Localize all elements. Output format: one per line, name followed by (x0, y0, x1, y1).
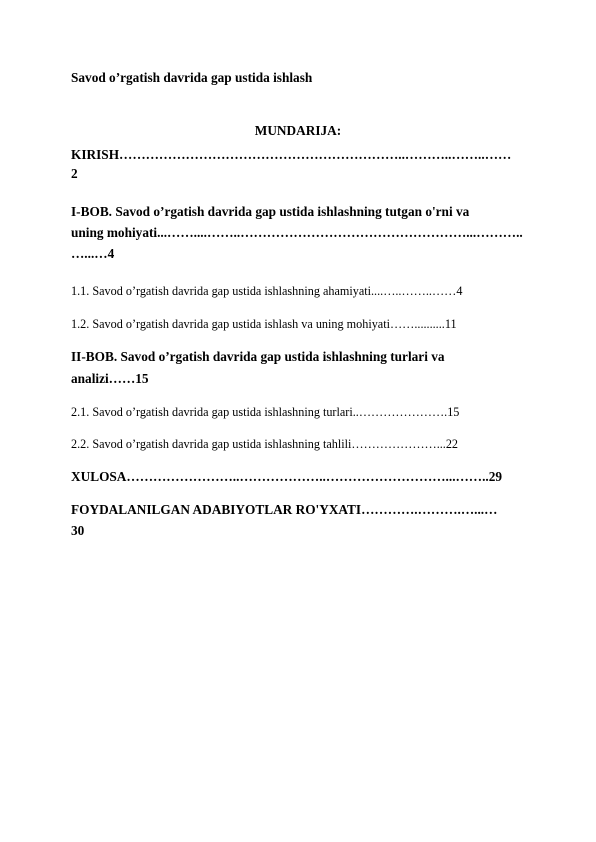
document-title: Savod o’rgatish davrida gap ustida ishlash (71, 70, 313, 85)
toc-entry-1-2[interactable]: 1.2. Savod o’rgatish davrida gap ustida ishlash va uning mohiyati……..........11 (71, 317, 457, 331)
toc-entry-references[interactable]: FOYDALANILGAN ADABIYOTLAR RO'YXATI………….……….…...… (71, 502, 498, 517)
toc-entry-2-2[interactable]: 2.2. Savod o’rgatish davrida gap ustida ishlashning tahlili…………………...22 (71, 437, 459, 451)
toc-entry-2-1[interactable]: 2.1. Savod o’rgatish davrida gap ustida ishlashning turlari..………………….15 (71, 405, 460, 419)
toc-entry-kirish[interactable]: KIRISH………………………………………………………..………..……..…… (71, 147, 512, 162)
toc-entry-chapter1-line2[interactable]: uning mohiyati...……....……..……………………………………………...……….. (71, 225, 523, 240)
toc-heading: MUNDARIJA: (254, 123, 342, 138)
toc-entry-kirish-page: 2 (71, 166, 78, 181)
toc-entry-chapter2-line1[interactable]: II-BOB. Savod o’rgatish davrida gap ustida ishlashning turlari va (71, 349, 445, 364)
toc-entry-chapter1-line3: …...…4 (71, 246, 115, 261)
toc-entry-chapter1-line1[interactable]: I-BOB. Savod o’rgatish davrida gap ustida ishlashning tutgan o'rni va (71, 204, 470, 219)
toc-entry-chapter2-line2[interactable]: analizi……15 (71, 371, 149, 386)
toc-entry-xulosa[interactable]: XULOSA……………………..………………..………………………...……..29 (71, 469, 503, 484)
toc-entry-1-1[interactable]: 1.1. Savod o’rgatish davrida gap ustida ishlashning ahamiyati....…..……..……4 (71, 284, 463, 298)
toc-entry-references-page: 30 (71, 523, 85, 538)
